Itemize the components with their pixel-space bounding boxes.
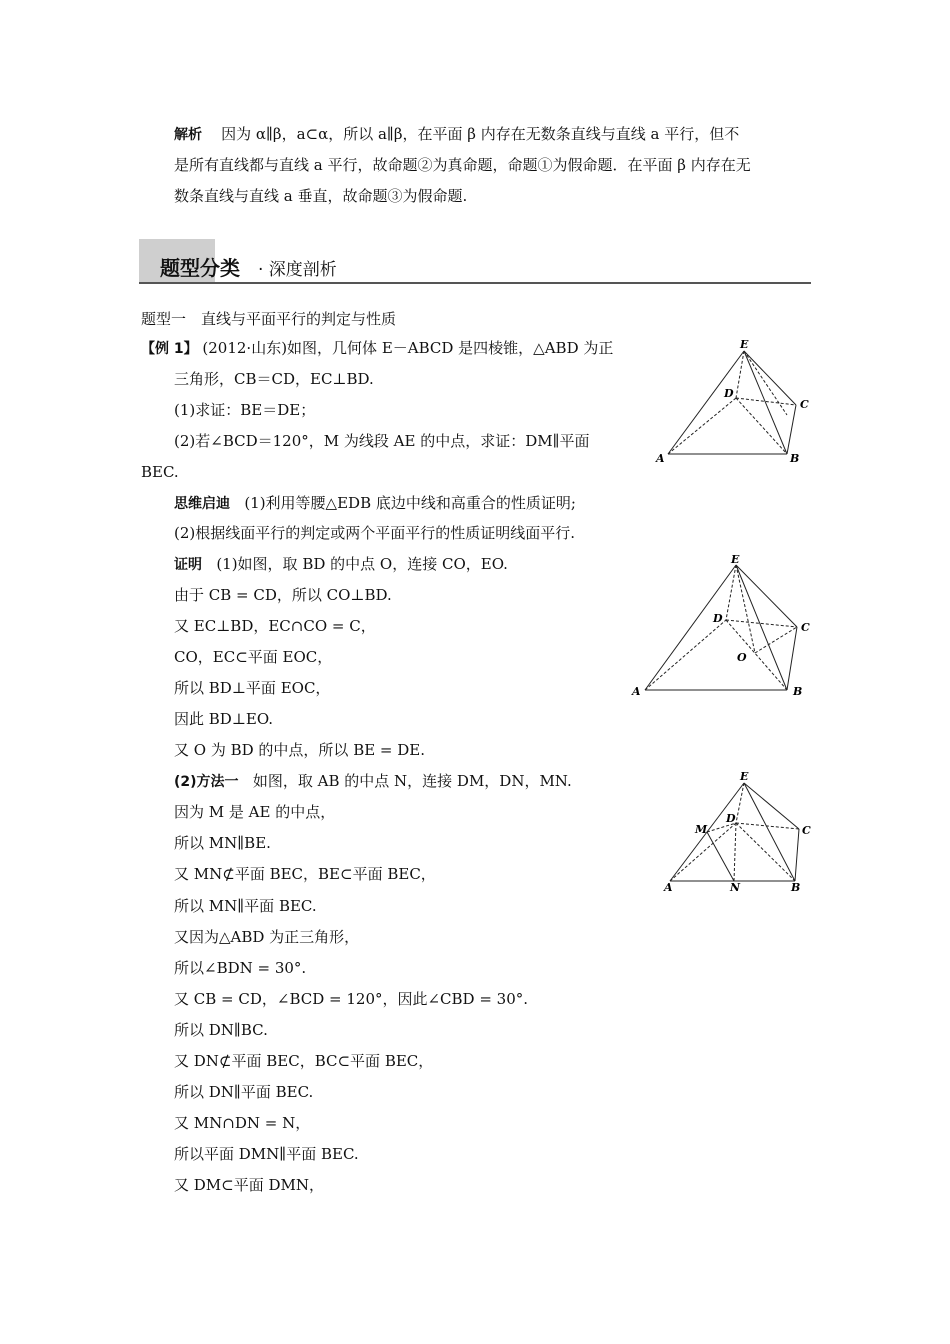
edge-db — [736, 398, 787, 454]
edge-co — [755, 627, 797, 653]
proof-step: 所以平面 DMN∥平面 BEC. — [174, 1145, 359, 1163]
edge-ec-inner — [744, 351, 787, 415]
edge-ec — [744, 783, 799, 829]
example-line-2: 三角形，CB＝CD，EC⊥BD. — [174, 370, 374, 388]
label-n: N — [730, 881, 741, 894]
proof-step: 所以 DN∥BC. — [174, 1021, 268, 1039]
label-d: D — [726, 812, 736, 825]
edge-db — [736, 823, 795, 881]
label-c: C — [801, 621, 810, 634]
edge-eo — [736, 565, 755, 653]
proof-step: 由于 CB = CD，所以 CO⊥BD. — [174, 586, 392, 604]
label-b: B — [793, 685, 803, 698]
label-b: B — [791, 881, 801, 894]
edge-ed — [736, 351, 744, 398]
hint-label: 思维启迪 — [174, 496, 230, 512]
edge-mn — [707, 832, 734, 881]
label-e: E — [740, 770, 749, 783]
label-e: E — [731, 553, 740, 566]
edge-dc — [726, 620, 797, 627]
proof-step: 所以 MN∥平面 BEC. — [174, 897, 317, 915]
edge-eb — [744, 351, 787, 454]
label-a: A — [632, 685, 641, 698]
proof-step: 又 MN⊄平面 BEC，BE⊂平面 BEC， — [174, 865, 436, 883]
label-m: M — [695, 823, 708, 836]
label-d: D — [713, 612, 723, 625]
edge-cb — [787, 405, 796, 454]
proof-step: 又 MN∩DN = N， — [174, 1114, 311, 1132]
label-a: A — [664, 881, 673, 894]
proof-step: 所以 MN∥BE. — [174, 834, 271, 852]
label-o: O — [737, 651, 747, 664]
edge-ae — [645, 565, 736, 690]
method-label: (2)方法一 — [174, 774, 239, 790]
edge-eb — [744, 783, 795, 881]
example-q2-cont: BEC. — [141, 463, 179, 481]
method-line — [174, 771, 572, 792]
label-c: C — [800, 398, 809, 411]
method-text: 如图，取 AB 的中点 N，连接 DM，DN，MN. — [252, 772, 572, 790]
proof-step: 因此 BD⊥EO. — [174, 710, 274, 728]
edge-ed — [726, 565, 736, 620]
edge-eb — [736, 565, 787, 690]
edge-db — [726, 620, 787, 690]
proof-step: 又 CB = CD，∠BCD = 120°，因此∠CBD = 30°. — [174, 990, 529, 1008]
intro-line-3: 数条直线与直线 a 垂直，故命题③为假命题. — [174, 187, 468, 205]
example-text-1: (2012·山东)如图，几何体 E－ABCD 是四棱锥，△ABD 为正 — [202, 339, 614, 357]
pyramid-figure-3 — [660, 765, 820, 895]
proof-step: 所以∠BDN = 30°. — [174, 959, 307, 977]
edge-dn — [734, 823, 736, 881]
edge-cb — [795, 829, 799, 881]
edge-ad — [645, 620, 726, 690]
proof-step: 又因为△ABD 为正三角形， — [174, 928, 360, 946]
intro-label: 解析 — [174, 127, 202, 143]
intro-text-1: 因为 α∥β，a⊂α，所以 a∥β，在平面 β 内存在无数条直线与直线 a 平行，但不 — [221, 125, 740, 143]
label-b: B — [790, 452, 800, 465]
hint-line-2: (2)根据线面平行的判定或两个平面平行的性质证明线面平行. — [174, 524, 576, 542]
label-a: A — [656, 452, 665, 465]
proof-step: 所以 BD⊥平面 EOC， — [174, 679, 331, 697]
proof-step: 又 EC⊥BD，EC∩CO = C， — [174, 617, 376, 635]
section-rule — [139, 282, 811, 284]
proof-text-1: (1)如图，取 BD 的中点 O，连接 CO，EO. — [216, 555, 508, 573]
proof-step: 因为 M 是 AE 的中点， — [174, 803, 336, 821]
intro-line-1 — [174, 124, 739, 145]
pyramid-figure-1 — [650, 335, 820, 470]
edge-ad — [668, 398, 736, 454]
proof-line-1 — [174, 554, 508, 575]
intro-line-2: 是所有直线都与直线 a 平行，故命题②为真命题，命题①为假命题．在平面 β 内存在无 — [174, 156, 751, 174]
hint-text-1: (1)利用等腰△EDB 底边中线和高重合的性质证明; — [244, 494, 576, 512]
edge-ae — [668, 351, 744, 454]
pyramid-figure-2 — [625, 550, 820, 702]
topic-heading: 题型一 直线与平面平行的判定与性质 — [141, 310, 397, 328]
edge-cb — [787, 627, 797, 690]
example-line-1 — [141, 338, 613, 359]
proof-step: 又 DN⊄平面 BEC，BC⊂平面 BEC， — [174, 1052, 434, 1070]
proof-step: 又 O 为 BD 的中点，所以 BE = DE. — [174, 741, 426, 759]
label-e: E — [740, 338, 749, 351]
example-tag: 【例 1】 — [141, 341, 198, 357]
example-q2: (2)若∠BCD＝120°，M 为线段 AE 的中点，求证：DM∥平面 — [174, 432, 590, 450]
edge-ec — [744, 351, 796, 405]
proof-step: CO，EC⊂平面 EOC， — [174, 648, 333, 666]
proof-step: 所以 DN∥平面 BEC. — [174, 1083, 314, 1101]
proof-label: 证明 — [174, 557, 202, 573]
label-c: C — [802, 824, 811, 837]
edge-ec — [736, 565, 797, 627]
proof-step: 又 DM⊂平面 DMN， — [174, 1176, 325, 1194]
example-q1: (1)求证：BE＝DE； — [174, 401, 316, 419]
hint-line-1 — [174, 493, 576, 514]
section-subtitle: · 深度剖析 — [258, 260, 337, 280]
label-d: D — [724, 387, 734, 400]
section-title: 题型分类 — [160, 256, 240, 280]
